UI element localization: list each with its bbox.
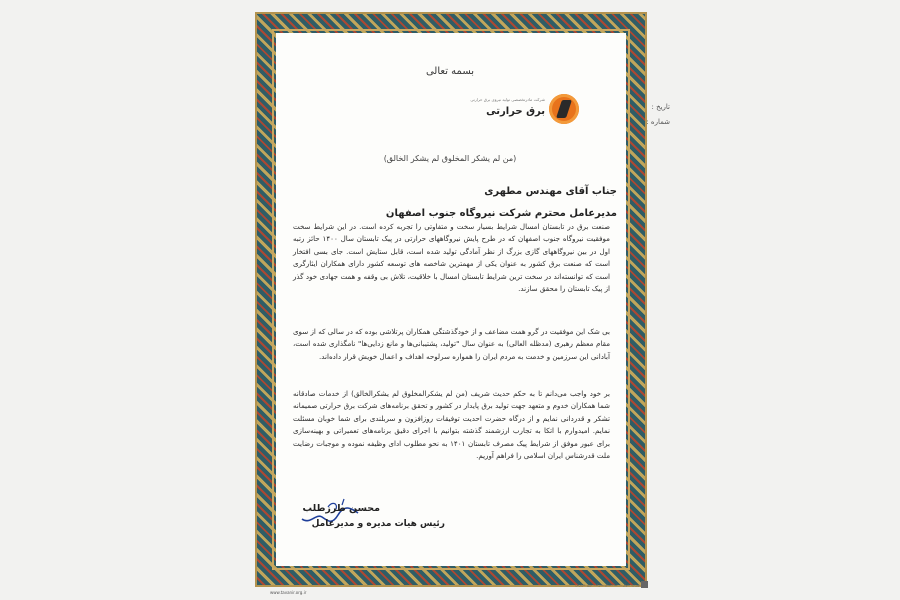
paragraph-2: بی شک این موفقیت در گرو همت مضاعف و از خودگذشتگی همکاران پرتلاشی بوده که در سالی که از سوی مقام معظم رهبری (مدظله العالی) به عنوان سال "تولید، پشتیبانی‌ها و مانع زدایی‌ها" نامگذاری شده است، آبادانی این سرزمین و خدمت به مردم ایران را همواره سرلوحه اهداف و اعمال خویش قرار داده‌اند. — [293, 327, 610, 361]
basmala: بسمه تعالی — [425, 66, 475, 77]
hadith-quote: (من لم یشکر المخلوق لم یشکر الخالق) — [383, 154, 517, 163]
signer-title: رئیس هیات مدیره و مدیرعامل — [311, 519, 445, 529]
letter-meta — [570, 100, 670, 130]
date-label: تاریخ : — [651, 103, 670, 111]
footer-website: www.tavanir.org.ir — [270, 590, 307, 595]
paragraph-1: صنعت برق در تابستان امسال شرایط بسیار سخت و متفاوتی را تجربه کرده است. در این شرایط سخت موفقیت نیروگاه جنوب اصفهان که در طرح پایش نیروگاههای حرارتی در پیک تابستان سال ۱۴۰۰ حائز رتبه اول در بین نیروگاههای گازی بزرگ از نظر آمادگی تولید شده است، قابل ستایش است. جای بسی افتخار است که صنعت برق کشور به عنوان یکی از مهمترین شاخصه های توسعه کشور دارای همکاران ایثارگری است که توانسته‌اند در سخت ترین شرایط تابستان امسال با خلاقیت، تلاش بی وقفه و همت جهادی خود گذر از پیک تابستان را محقق سازند. — [293, 222, 610, 294]
addressee-title: مدیرعامل محترم شرکت نیروگاه جنوب اصفهان — [385, 208, 617, 219]
logo-name: برق حرارتی — [486, 106, 545, 117]
addressee-name: جناب آقای مهندس مطهری — [484, 186, 617, 197]
paragraph-3: بر خود واجب می‌دانم تا به حکم حدیث شریف (من لم یشکرالمخلوق لم یشکرالخالق) از خدمات صادقانه شما همکاران خدوم و متعهد جهت تولید برق پایدار در کشور و تحقق برنامه‌های شرکت برق حرارتی صمیمانه تشکر و قدردانی نمایم و از درگاه حضرت احدیت توفیقات روزافزون و سربلندی برای شما خوبان مسئلت نمایم. امیدوارم با اتکا به تجارب ارزشمند گذشته بتوانیم با اجرای دقیق برنامه‌های تعمیراتی و بهینه‌سازی برای عبور موفق از شرایط پیک مصرف تابستان ۱۴۰۱ به نحو مطلوب ادای وظیفه نموده و موجبات رضایت ملت قدرشناس ایران اسلامی را فراهم آوریم. — [293, 389, 610, 461]
logo-tagline: شرکت مادرتخصصی تولید نیروی برق حرارتی — [470, 97, 545, 102]
signer-name: محسن طرزطلب — [302, 503, 380, 514]
footer-address: تهران، بلوار ... ساختمان شرکت برق حرارتی — [575, 583, 640, 587]
footer-qr-icon — [641, 581, 648, 588]
company-logo — [470, 92, 579, 130]
addressee — [386, 181, 617, 225]
number-label: شماره : — [646, 118, 670, 126]
logo-icon — [549, 94, 579, 124]
